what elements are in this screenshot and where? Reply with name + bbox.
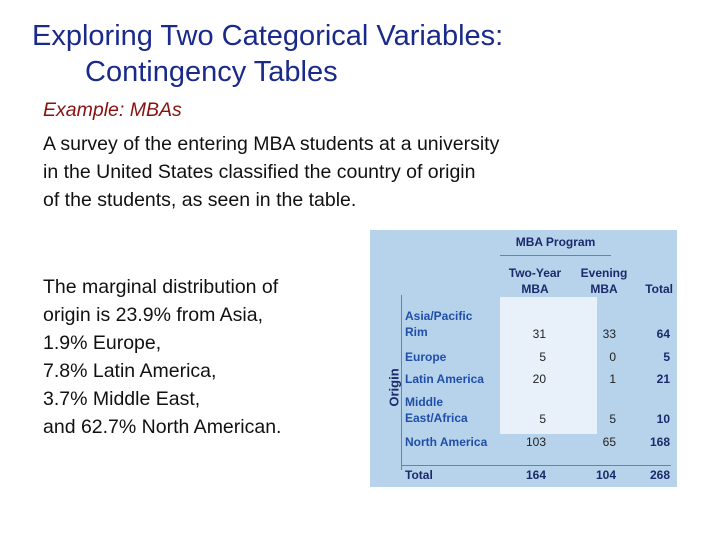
intro-line: in the United States classified the country of origin (43, 161, 476, 183)
marginal-line: 1.9% Europe, (43, 332, 162, 354)
column-header-line: Evening (580, 266, 628, 280)
cell-total: 10 (656, 412, 670, 426)
cell-total: 104 (595, 468, 616, 482)
column-header-evening (570, 265, 638, 297)
marginal-line: and 62.7% North American. (43, 416, 282, 438)
row-label-europe: Europe (405, 350, 447, 364)
table-total-rule (401, 465, 671, 466)
column-header-two-year (500, 265, 570, 297)
cell: 5 (539, 412, 546, 426)
column-header-total: Total (645, 282, 673, 296)
row-label-line: Rim (405, 325, 428, 339)
row-label-middle-east-africa (405, 394, 468, 426)
cell: 33 (602, 327, 616, 341)
row-axis-label: Origin (386, 368, 402, 407)
cell: 5 (539, 350, 546, 364)
cell-total: 164 (525, 468, 546, 482)
cell: 1 (609, 372, 616, 386)
cell: 5 (609, 412, 616, 426)
cell: 20 (532, 372, 546, 386)
column-header-line: MBA (590, 282, 618, 296)
cell-total: 21 (656, 372, 670, 386)
row-label-asia-pacific-rim (405, 308, 472, 340)
row-label-line: Asia/Pacific (405, 309, 473, 323)
intro-line: of the students, as seen in the table. (43, 189, 357, 211)
marginal-distribution-text (43, 273, 353, 441)
cell-grand-total: 268 (649, 468, 670, 482)
row-label-line: Middle (405, 395, 443, 409)
contingency-table (370, 230, 677, 487)
row-label-total: Total (405, 468, 433, 482)
cell-total: 5 (663, 350, 670, 364)
intro-paragraph (43, 130, 623, 214)
cell-total: 64 (656, 327, 670, 341)
cell: 65 (602, 435, 616, 449)
column-header-line: Two-Year (508, 266, 562, 280)
cell: 0 (609, 350, 616, 364)
example-heading: Example: MBAs (43, 99, 182, 121)
program-header: MBA Program (515, 235, 596, 249)
cell: 31 (532, 327, 546, 341)
row-label-north-america: North America (405, 435, 488, 449)
table-header-rule (500, 255, 611, 256)
row-label-latin-america: Latin America (405, 372, 484, 386)
marginal-line: 7.8% Latin America, (43, 360, 217, 382)
row-label-line: East/Africa (405, 411, 468, 425)
title-line-1: Exploring Two Categorical Variables: (32, 20, 504, 52)
marginal-line: 3.7% Middle East, (43, 388, 201, 410)
cell-total: 168 (649, 435, 670, 449)
marginal-line: The marginal distribution of (43, 276, 279, 298)
slide-title (32, 18, 503, 90)
intro-line: A survey of the entering MBA students at a university (43, 133, 500, 155)
title-line-2: Contingency Tables (85, 56, 338, 88)
marginal-line: origin is 23.9% from Asia, (43, 304, 264, 326)
column-header-line: MBA (521, 282, 549, 296)
cell: 103 (525, 435, 546, 449)
